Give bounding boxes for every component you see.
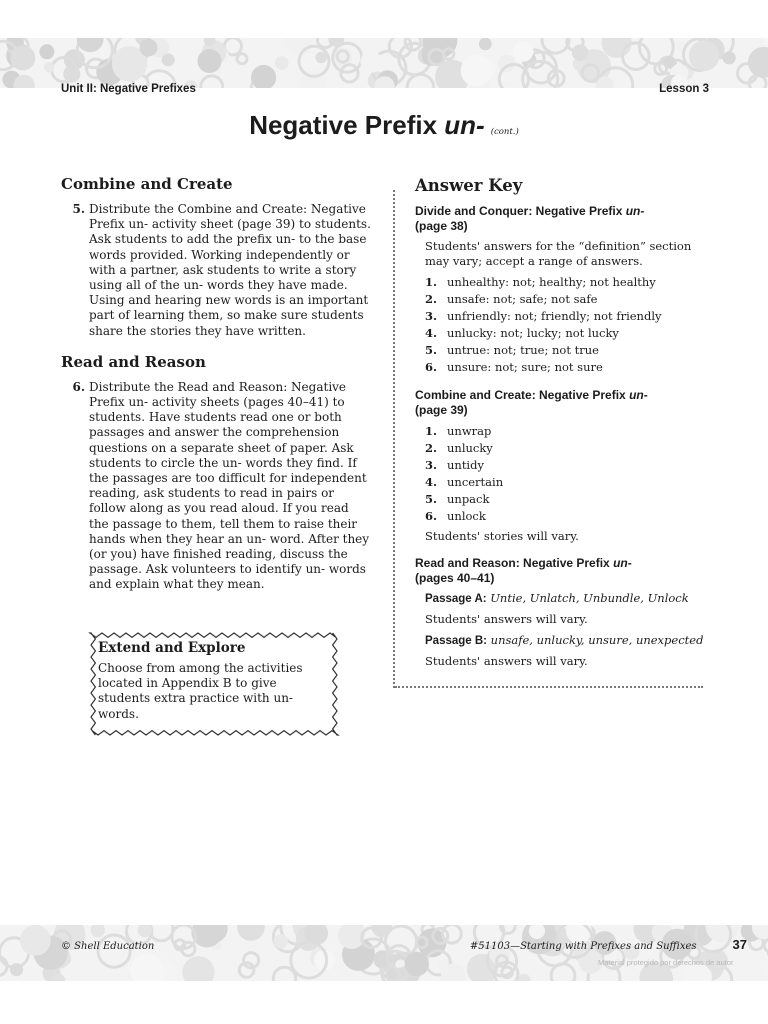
step-text: Distribute the Read and Reason: Negative Prefix un- activity sheets (pages 40–41) to students. Have students read one or both passages and answer the comprehension questions on a separate sheet of paper. Ask students to circle the un- words they find. If the passages are too difficult for independent reading, ask students to read in pairs or follow along as you read aloud. If you read the passage to them, tell them to raise their hands when they hear an un- word. After they (or you) have finished reading, discuss the passage. Ask volunteers to identify un- words and explain what they mean. (89, 379, 370, 592)
extend-explore-box (88, 630, 340, 738)
answer-item (425, 491, 705, 508)
top-dot-band (0, 38, 768, 88)
sub-heading-pages: (page 39) (415, 403, 468, 417)
answer-number: 2. (425, 441, 438, 455)
sub-heading-prefix: un- (625, 204, 645, 218)
answer-item (425, 474, 705, 491)
answer-text: unhealthy: not; healthy; not healthy (447, 275, 656, 289)
combine-create-heading: Combine and Create (61, 175, 233, 193)
answer-text: unfriendly: not; friendly; not friendly (447, 309, 662, 323)
divide-conquer-answers (415, 204, 705, 376)
page-footer (61, 937, 747, 952)
answer-item (425, 457, 705, 474)
extend-explore-text: Choose from among the activities located in Appendix B to give students extra practice with un- words. (98, 661, 303, 721)
dotted-divider-vertical (393, 190, 397, 688)
step-5 (61, 202, 371, 339)
divide-conquer-heading (415, 204, 705, 234)
sub-heading-text: Combine and Create: Negative Prefix (415, 388, 630, 402)
answer-number: 4. (425, 475, 438, 489)
sub-heading-prefix: un- (629, 388, 648, 402)
answer-item (425, 291, 705, 308)
answer-item (425, 423, 705, 440)
sub-heading-text: Divide and Conquer: Negative Prefix (415, 204, 626, 218)
publisher-credit: © Shell Education (61, 941, 155, 952)
answer-number: 3. (425, 458, 438, 472)
unit-label: Unit II: Negative Prefixes (61, 83, 196, 95)
passage-a-value: Untie, Unlatch, Unbundle, Unlock (490, 590, 689, 605)
answer-number: 1. (425, 275, 438, 289)
combine-create-answers (415, 388, 705, 544)
answer-number: 2. (425, 292, 438, 306)
read-reason-heading: Read and Reason (61, 352, 206, 371)
title-cont: (cont.) (490, 127, 519, 137)
passage-a-note: Students' answers will vary. (425, 612, 588, 626)
answer-text: unsafe: not; safe; not safe (447, 292, 598, 306)
combine-create-key-heading (415, 388, 705, 418)
watermark-text: Material protegido por derechos de autor (598, 958, 734, 967)
answer-text: unsure: not; sure; not sure (447, 360, 603, 374)
answer-number: 1. (425, 424, 438, 438)
answer-number: 4. (425, 326, 438, 340)
answer-item (425, 325, 705, 342)
sub-heading-pages: (pages 40–41) (415, 570, 495, 585)
passage-b-label: Passage B: (425, 634, 488, 647)
answer-item (425, 359, 705, 376)
answer-text: unlucky: not; lucky; not lucky (447, 326, 619, 340)
passage-b (425, 633, 705, 649)
answer-item (425, 508, 705, 525)
page-title (0, 110, 768, 141)
answer-number: 6. (425, 360, 438, 374)
title-main: Negative Prefix (249, 110, 445, 140)
left-column (61, 175, 371, 607)
passage-b-value: unsafe, unlucky, unsure, unexpected (490, 632, 704, 647)
step-text: Distribute the Combine and Create: Negative Prefix un- activity sheet (page 39) to students. Ask students to add the prefix un- to the base words provided. Working independently or with a partner, ask students to write a story using all of the un- words they have made. Using and hearing new words is an important part of learning them, so make sure students share the stories they have written. (89, 202, 371, 338)
lesson-label: Lesson 3 (659, 83, 709, 95)
combine-answer-list (425, 423, 705, 525)
sub-heading-text: Read and Reason: Negative Prefix (415, 555, 614, 570)
title-prefix: un- (444, 110, 485, 140)
answer-number: 6. (425, 509, 438, 523)
passage-b-note: Students' answers will vary. (425, 654, 588, 668)
answer-text: untidy (447, 458, 484, 472)
answer-number: 3. (425, 309, 438, 323)
answer-number: 5. (425, 343, 438, 357)
step-number: 6. (72, 379, 85, 394)
answer-text: uncertain (447, 475, 504, 489)
combine-note: Students' stories will vary. (425, 529, 579, 543)
product-number: #51103—Starting with Prefixes and Suffixes (469, 941, 697, 952)
step-6 (61, 380, 371, 593)
divide-note: Students' answers for the “definition” section may vary; accept a range of answers. (425, 239, 692, 268)
passage-a (425, 591, 705, 607)
answer-item (425, 342, 705, 359)
answer-text: unwrap (447, 424, 492, 438)
sub-heading-prefix: un- (613, 555, 632, 570)
bottom-dot-band (0, 925, 768, 981)
answer-number: 5. (425, 492, 438, 506)
answer-item (425, 274, 705, 291)
passage-a-label: Passage A: (425, 592, 487, 605)
read-reason-key-heading (415, 556, 705, 586)
page-number: 37 (732, 937, 747, 952)
divide-answer-list (425, 274, 705, 376)
answer-item (425, 440, 705, 457)
answer-text: unlock (447, 509, 486, 523)
step-number: 5. (72, 202, 85, 216)
sub-heading-pages: (page 38) (415, 219, 468, 233)
answer-text: untrue: not; true; not true (447, 343, 599, 357)
answer-key-column (415, 176, 705, 681)
running-header (61, 83, 709, 95)
extend-explore-heading: Extend and Explore (98, 640, 246, 656)
dotted-divider-horizontal (395, 686, 703, 688)
answer-key-heading: Answer Key (415, 176, 523, 195)
answer-text: unlucky (447, 441, 493, 455)
read-reason-answers (415, 556, 705, 669)
answer-item (425, 308, 705, 325)
answer-text: unpack (447, 492, 490, 506)
